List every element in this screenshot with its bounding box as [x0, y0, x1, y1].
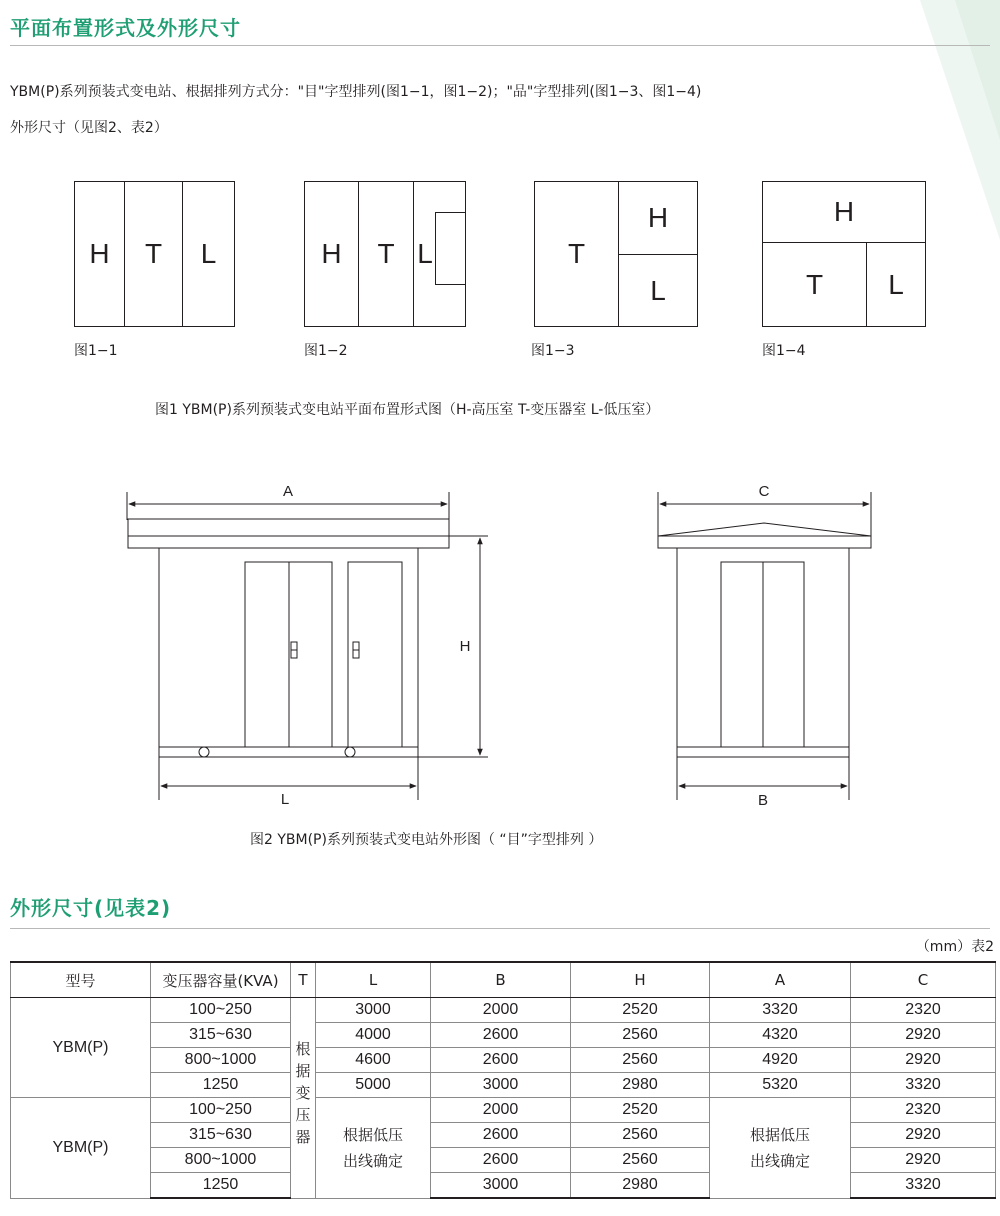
header-a: A — [710, 962, 851, 998]
header-l: L — [316, 962, 431, 998]
header-c: C — [851, 962, 996, 998]
note-char: 器 — [295, 1128, 311, 1146]
layout-diagram-1-3 — [534, 181, 698, 327]
header-capacity: 变压器容量(KVA) — [151, 962, 291, 998]
c-cell: 2920 — [851, 1023, 996, 1048]
header-b: B — [431, 962, 571, 998]
side-view — [658, 492, 871, 800]
room-high-voltage: H — [619, 182, 697, 255]
room-high-voltage: H — [305, 182, 359, 326]
section-title-layout: 平面布置形式及外形尺寸 — [10, 16, 241, 40]
h-cell: 2980 — [571, 1073, 710, 1098]
note-char: 变 — [295, 1084, 311, 1102]
b-cell: 3000 — [431, 1073, 571, 1098]
capacity-cell: 800~1000 — [151, 1048, 291, 1073]
figure-2-caption: 图2 YBM(P)系列预装式变电站外形图（ “目”字型排列 ） — [250, 832, 603, 848]
b-cell: 2000 — [431, 998, 571, 1023]
c-cell: 3320 — [851, 1173, 996, 1199]
a-cell: 5320 — [710, 1073, 851, 1098]
room-low-voltage: L — [650, 274, 666, 306]
l-cell: 5000 — [316, 1073, 431, 1098]
header-t: T — [291, 962, 316, 998]
capacity-cell: 1250 — [151, 1173, 291, 1199]
dim-label-a: A — [282, 483, 294, 500]
h-cell: 2560 — [571, 1148, 710, 1173]
a-cell: 3320 — [710, 998, 851, 1023]
l-note-cell — [316, 1098, 431, 1199]
l-cell: 4000 — [316, 1023, 431, 1048]
c-cell: 2320 — [851, 998, 996, 1023]
capacity-cell: 800~1000 — [151, 1148, 291, 1173]
note-char: 压 — [295, 1106, 311, 1124]
section-divider — [10, 928, 990, 929]
layout-diagram-1-1 — [74, 181, 235, 327]
figure-label-1-2: 图1−2 — [304, 343, 348, 359]
l-cell: 4600 — [316, 1048, 431, 1073]
a-cell: 4320 — [710, 1023, 851, 1048]
low-voltage-extension — [435, 212, 466, 285]
capacity-cell: 100~250 — [151, 1098, 291, 1123]
dim-label-b: B — [757, 792, 769, 809]
c-cell: 2920 — [851, 1123, 996, 1148]
figure-label-1-4: 图1−4 — [762, 343, 806, 359]
c-cell: 3320 — [851, 1073, 996, 1098]
b-cell: 2600 — [431, 1023, 571, 1048]
room-low-voltage: L — [200, 238, 217, 269]
figure-label-1-3: 图1−3 — [531, 343, 575, 359]
table-row — [11, 1023, 996, 1048]
capacity-cell: 315~630 — [151, 1023, 291, 1048]
room-low-voltage: L — [417, 238, 433, 269]
table-row — [11, 1098, 996, 1123]
capacity-cell: 315~630 — [151, 1123, 291, 1148]
table-row — [11, 998, 996, 1023]
h-cell: 2520 — [571, 1098, 710, 1123]
section-title-dimensions: 外形尺寸(见表2) — [10, 896, 172, 920]
model-cell: YBM(P) — [11, 1098, 151, 1199]
table-unit-label: （mm）表2 — [915, 939, 994, 955]
h-cell: 2560 — [571, 1123, 710, 1148]
b-cell: 2600 — [431, 1148, 571, 1173]
dim-label-c: C — [758, 483, 770, 500]
h-cell: 2980 — [571, 1173, 710, 1199]
room-low-voltage: L — [888, 268, 904, 300]
room-transformer: T — [763, 243, 867, 326]
dimensions-table — [10, 961, 996, 1199]
transformer-note-cell — [291, 998, 316, 1199]
capacity-cell: 100~250 — [151, 998, 291, 1023]
dim-label-l: L — [280, 791, 290, 808]
b-cell: 3000 — [431, 1173, 571, 1199]
section-divider — [10, 45, 990, 46]
l-cell: 3000 — [316, 998, 431, 1023]
figure-label-1-1: 图1−1 — [74, 343, 118, 359]
c-cell: 2320 — [851, 1098, 996, 1123]
b-cell: 2600 — [431, 1123, 571, 1148]
layout-diagram-1-4 — [762, 181, 926, 327]
a-cell: 4920 — [710, 1048, 851, 1073]
room-transformer: T — [535, 182, 619, 326]
header-h: H — [571, 962, 710, 998]
c-cell: 2920 — [851, 1148, 996, 1173]
figure-1-caption: 图1 YBM(P)系列预装式变电站平面布置形式图（H-高压室 T-变压器室 L-低压室） — [155, 402, 660, 418]
model-cell: YBM(P) — [11, 998, 151, 1098]
room-transformer: T — [125, 182, 183, 326]
h-cell: 2520 — [571, 998, 710, 1023]
capacity-cell: 1250 — [151, 1073, 291, 1098]
table-header-row — [11, 962, 996, 998]
h-cell: 2560 — [571, 1048, 710, 1073]
figure-2-drawing — [0, 470, 1000, 820]
a-note-text: 根据低压出线确定 — [749, 1125, 810, 1170]
intro-text: YBM(P)系列预装式变电站、根据排列方式分："目"字型排列(图1−1，图1−2)；"品"字型排列(图1−3、图1−4) — [10, 84, 702, 100]
table-row — [11, 1073, 996, 1098]
b-cell: 2000 — [431, 1098, 571, 1123]
table-row — [11, 1048, 996, 1073]
b-cell: 2600 — [431, 1048, 571, 1073]
dim-label-h: H — [459, 638, 471, 655]
l-note-text: 根据低压出线确定 — [342, 1125, 403, 1170]
note-char: 根 — [295, 1040, 311, 1058]
room-transformer: T — [359, 182, 414, 326]
h-cell: 2560 — [571, 1023, 710, 1048]
room-high-voltage: H — [75, 182, 125, 326]
layout-diagram-1-2 — [304, 181, 466, 327]
room-high-voltage: H — [763, 182, 925, 243]
intro-dimension-note: 外形尺寸（见图2、表2） — [10, 120, 168, 136]
header-model: 型号 — [11, 962, 151, 998]
note-char: 据 — [295, 1062, 311, 1080]
front-view — [127, 492, 488, 800]
c-cell: 2920 — [851, 1048, 996, 1073]
a-note-cell — [710, 1098, 851, 1199]
